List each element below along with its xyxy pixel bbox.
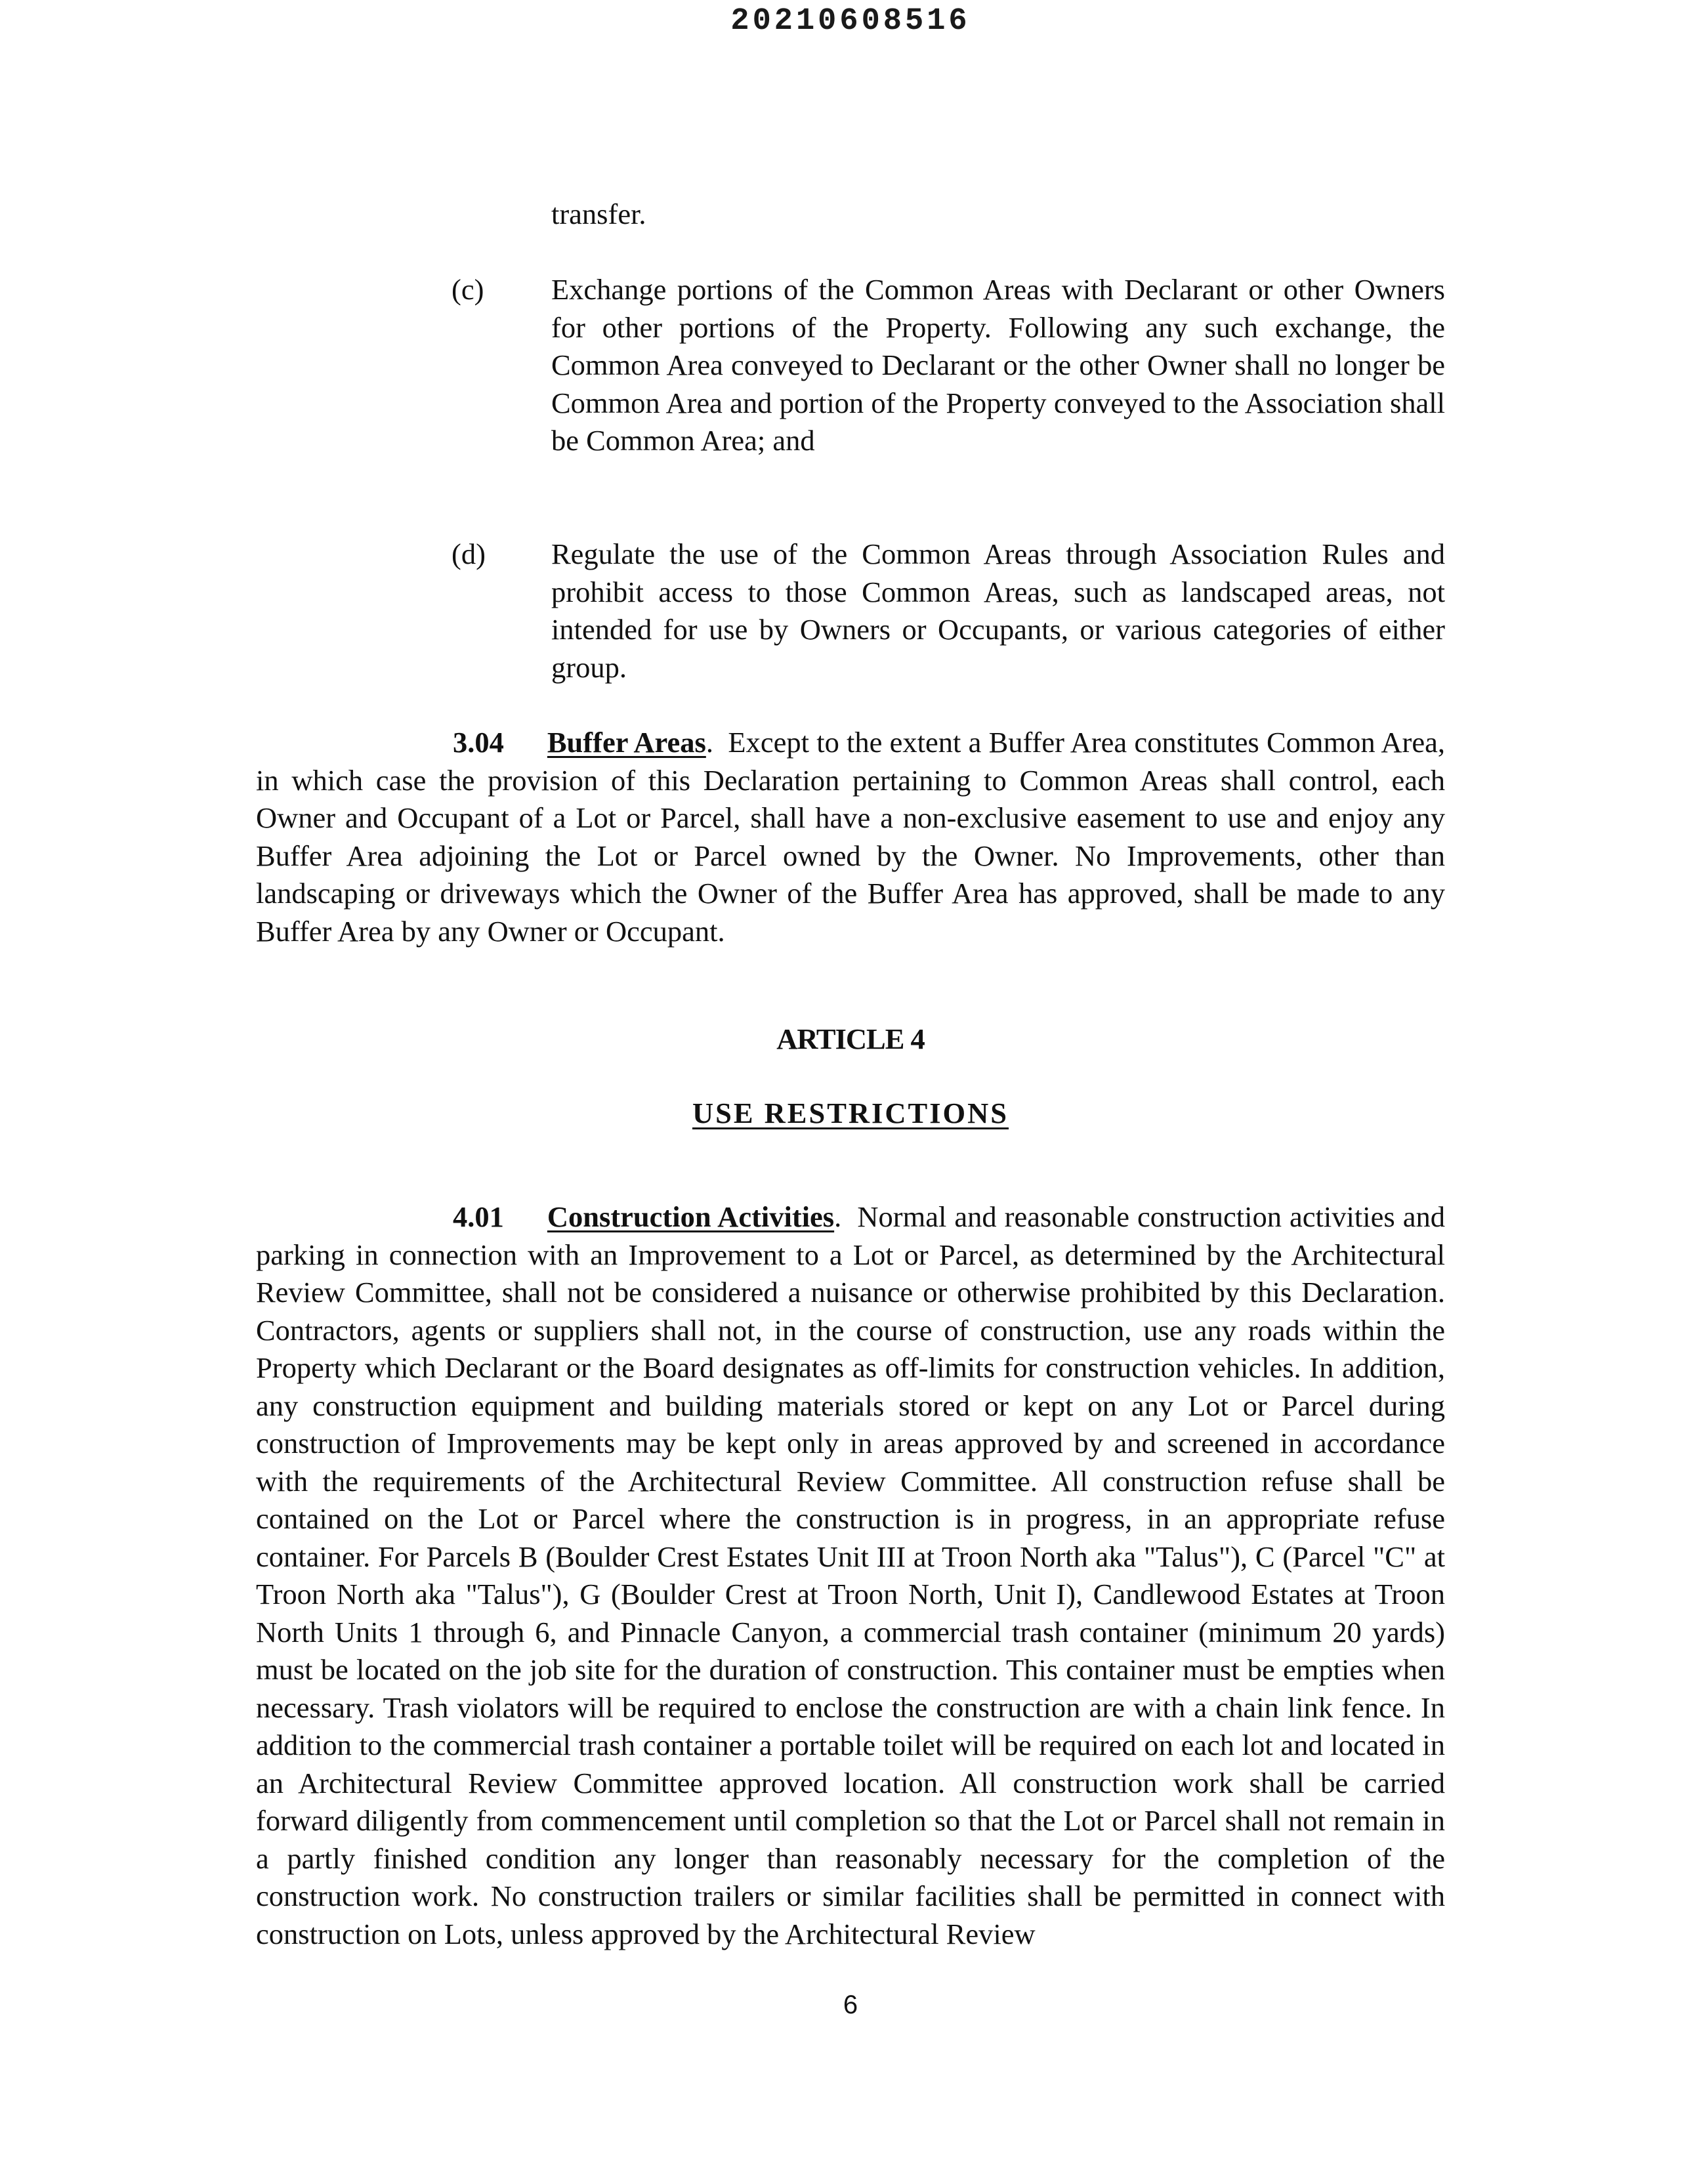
continuation-text: transfer. bbox=[551, 198, 646, 230]
section-4-01-title-punct: . bbox=[834, 1200, 842, 1233]
section-4-01 bbox=[256, 1198, 1445, 1953]
page-number: 6 bbox=[843, 1990, 858, 2019]
list-item-marker-c: (c) bbox=[452, 273, 484, 306]
list-item-text-c: Exchange portions of the Common Areas with Declarant or other Owners for other portions of the Property. Following any such exchange, the Common Area conveyed to Declarant or the other Owner shall no longer be Common Area and portion of the Property conveyed to the Association shall be Common Area; and bbox=[551, 273, 1445, 457]
section-3-04-body: Except to the extent a Buffer Area constitutes Common Area, in which case the provision of this Declaration pertaining to Common Areas shall control, each Owner and Occupant of a Lot or Parcel, shall have a non-exclusive easement to use and enjoy any Buffer Area adjoining the Lot or Parcel owned by the Owner. No Improvements, other than landscaping or driveways which the Owner of the Buffer Area has approved, shall be made to any Buffer Area by any Owner or Occupant. bbox=[256, 726, 1445, 948]
recording-number: 20210608516 bbox=[730, 4, 971, 39]
section-3-04-title: Buffer Areas bbox=[547, 726, 706, 759]
section-3-04 bbox=[256, 724, 1445, 950]
article-title: USE RESTRICTIONS bbox=[692, 1097, 1009, 1129]
article-heading: ARTICLE 4 bbox=[776, 1022, 925, 1055]
list-item-marker-d: (d) bbox=[452, 537, 486, 570]
section-3-04-title-punct: . bbox=[705, 726, 713, 759]
list-item-text-d: Regulate the use of the Common Areas through Association Rules and prohibit access to those Common Areas, such as landscaped areas, not intended for use by Owners or Occupants, or various categories of either group. bbox=[551, 537, 1445, 684]
section-4-01-body: Normal and reasonable construction activities and parking in connection with an Improvement to a Lot or Parcel, as determined by the Architectural Review Committee, shall not be considered a nuisance or otherwise prohibited by this Declaration. Contractors, agents or suppliers shall not, in the course of construction, use any roads within the Property which Declarant or the Board designates as off-limits for construction vehicles. In addition, any construction equipment and building materials stored or kept on any Lot or Parcel during construction of Improvements may be kept only in areas approved by and screened in accordance with the requirements of the Architectural Review Committee. All construction refuse shall be contained on the Lot or Parcel where the construction is in progress, in an appropriate refuse container. For Parcels B (Boulder Crest Estates Unit III at Troon North aka "Talus"), C (Parcel "C" at Troon North aka "Talus"), G (Boulder Crest at Troon North, Unit I), Candlewood Estates at Troon North Units 1 through 6, and Pinnacle Canyon, a commercial trash container (minimum 20 yards) must be located on the job site for the duration of construction. This container must be empties when necessary. Trash violators will be required to enclose the construction are with a chain link fence. In addition to the commercial trash container a portable toilet will be required on each lot and located in an Architectural Review Committee approved location. All construction work shall be carried forward diligently from commencement until completion so that the Lot or Parcel shall not remain in a partly finished condition any longer than reasonably necessary for the completion of the construction work. No construction trailers or similar facilities shall be permitted in connect with construction on Lots, unless approved by the Architectural Review bbox=[256, 1200, 1445, 1950]
section-4-01-title: Construction Activities bbox=[547, 1200, 835, 1233]
section-4-01-number: 4.01 bbox=[453, 1200, 504, 1233]
section-3-04-number: 3.04 bbox=[453, 726, 504, 759]
